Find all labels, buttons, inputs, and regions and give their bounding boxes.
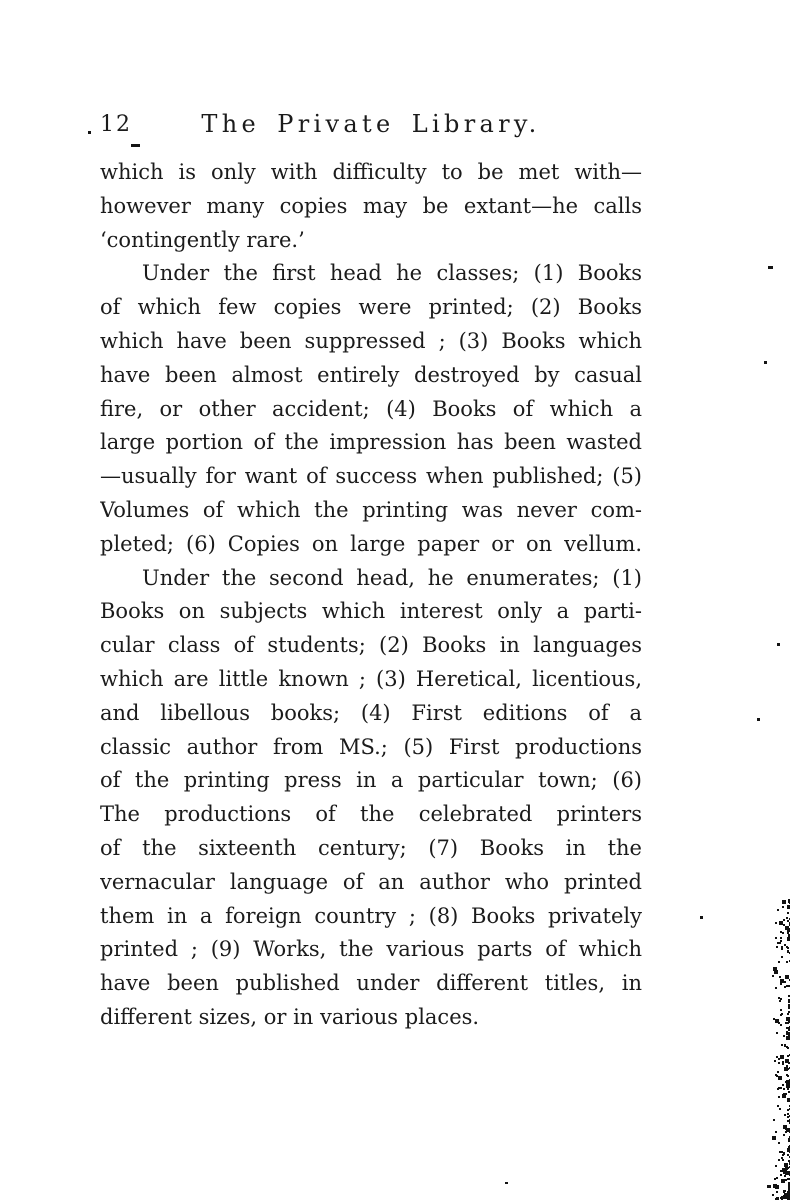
scan-speckle (768, 266, 773, 269)
text-line: and libellous books; (4) First editions of a (100, 700, 642, 725)
text-line: vernacular language of an author who printed (100, 869, 642, 894)
text-line: which have been suppressed ; (3) Books which (100, 328, 642, 353)
text-line: Volumes of which the printing was never com- (100, 497, 642, 522)
text-line: Under the second head, he enumerates; (1) (142, 565, 642, 590)
text-line: different sizes, or in various places. (100, 1004, 480, 1029)
paragraph (100, 156, 642, 257)
paragraph (100, 562, 642, 1035)
text-line: cular class of students; (2) Books in languages (100, 633, 642, 658)
text-line: of the sixteenth century; (7) Books in the (100, 835, 642, 860)
text-line: The productions of the celebrated printers (100, 802, 642, 827)
text-line: which are little known ; (3) Heretical, licentious, (100, 666, 642, 691)
text-line: large portion of the impression has been wasted (100, 430, 642, 455)
text-line: have been almost entirely destroyed by casual (100, 362, 642, 387)
text-line: printed ; (9) Works, the various parts of which (100, 937, 642, 962)
text-line: Books on subjects which interest only a parti- (100, 599, 642, 624)
scan-speckle (764, 361, 767, 364)
running-title: The Private Library. (201, 110, 541, 138)
scan-speckle (700, 916, 703, 919)
page-header (100, 110, 642, 144)
scan-speckle (131, 144, 140, 147)
scan-speckle (505, 1182, 508, 1184)
scan-speckle (767, 1185, 771, 1188)
scan-speckle (777, 643, 780, 646)
text-line: ‘contingently rare.’ (100, 227, 305, 252)
text-line: which is only with difficulty to be met with— (100, 160, 642, 184)
text-line: of the printing press in a particular town; (6) (100, 768, 642, 793)
text-line: Under the first head he classes; (1) Books (142, 261, 642, 286)
text-line: however many copies may be extant—he calls (100, 193, 642, 218)
text-line: classic author from MS.; (5) First productions (100, 734, 642, 759)
text-line: fire, or other accident; (4) Books of which a (100, 396, 642, 421)
page-number: 12 (100, 112, 132, 137)
text-line: —usually for want of success when published; (5) (100, 464, 642, 489)
paragraph (100, 257, 642, 561)
scan-speckle (88, 131, 91, 134)
scan-speckle (757, 718, 760, 721)
scan-noise-band (0, 0, 2, 2)
text-line: have been published under different titles, in (100, 971, 642, 996)
text-line: them in a foreign country ; (8) Books privately (100, 903, 642, 928)
body-text (100, 156, 642, 1035)
text-line: pleted; (6) Copies on large paper or on vellum. (100, 531, 642, 556)
text-line: of which few copies were printed; (2) Books (100, 295, 642, 320)
